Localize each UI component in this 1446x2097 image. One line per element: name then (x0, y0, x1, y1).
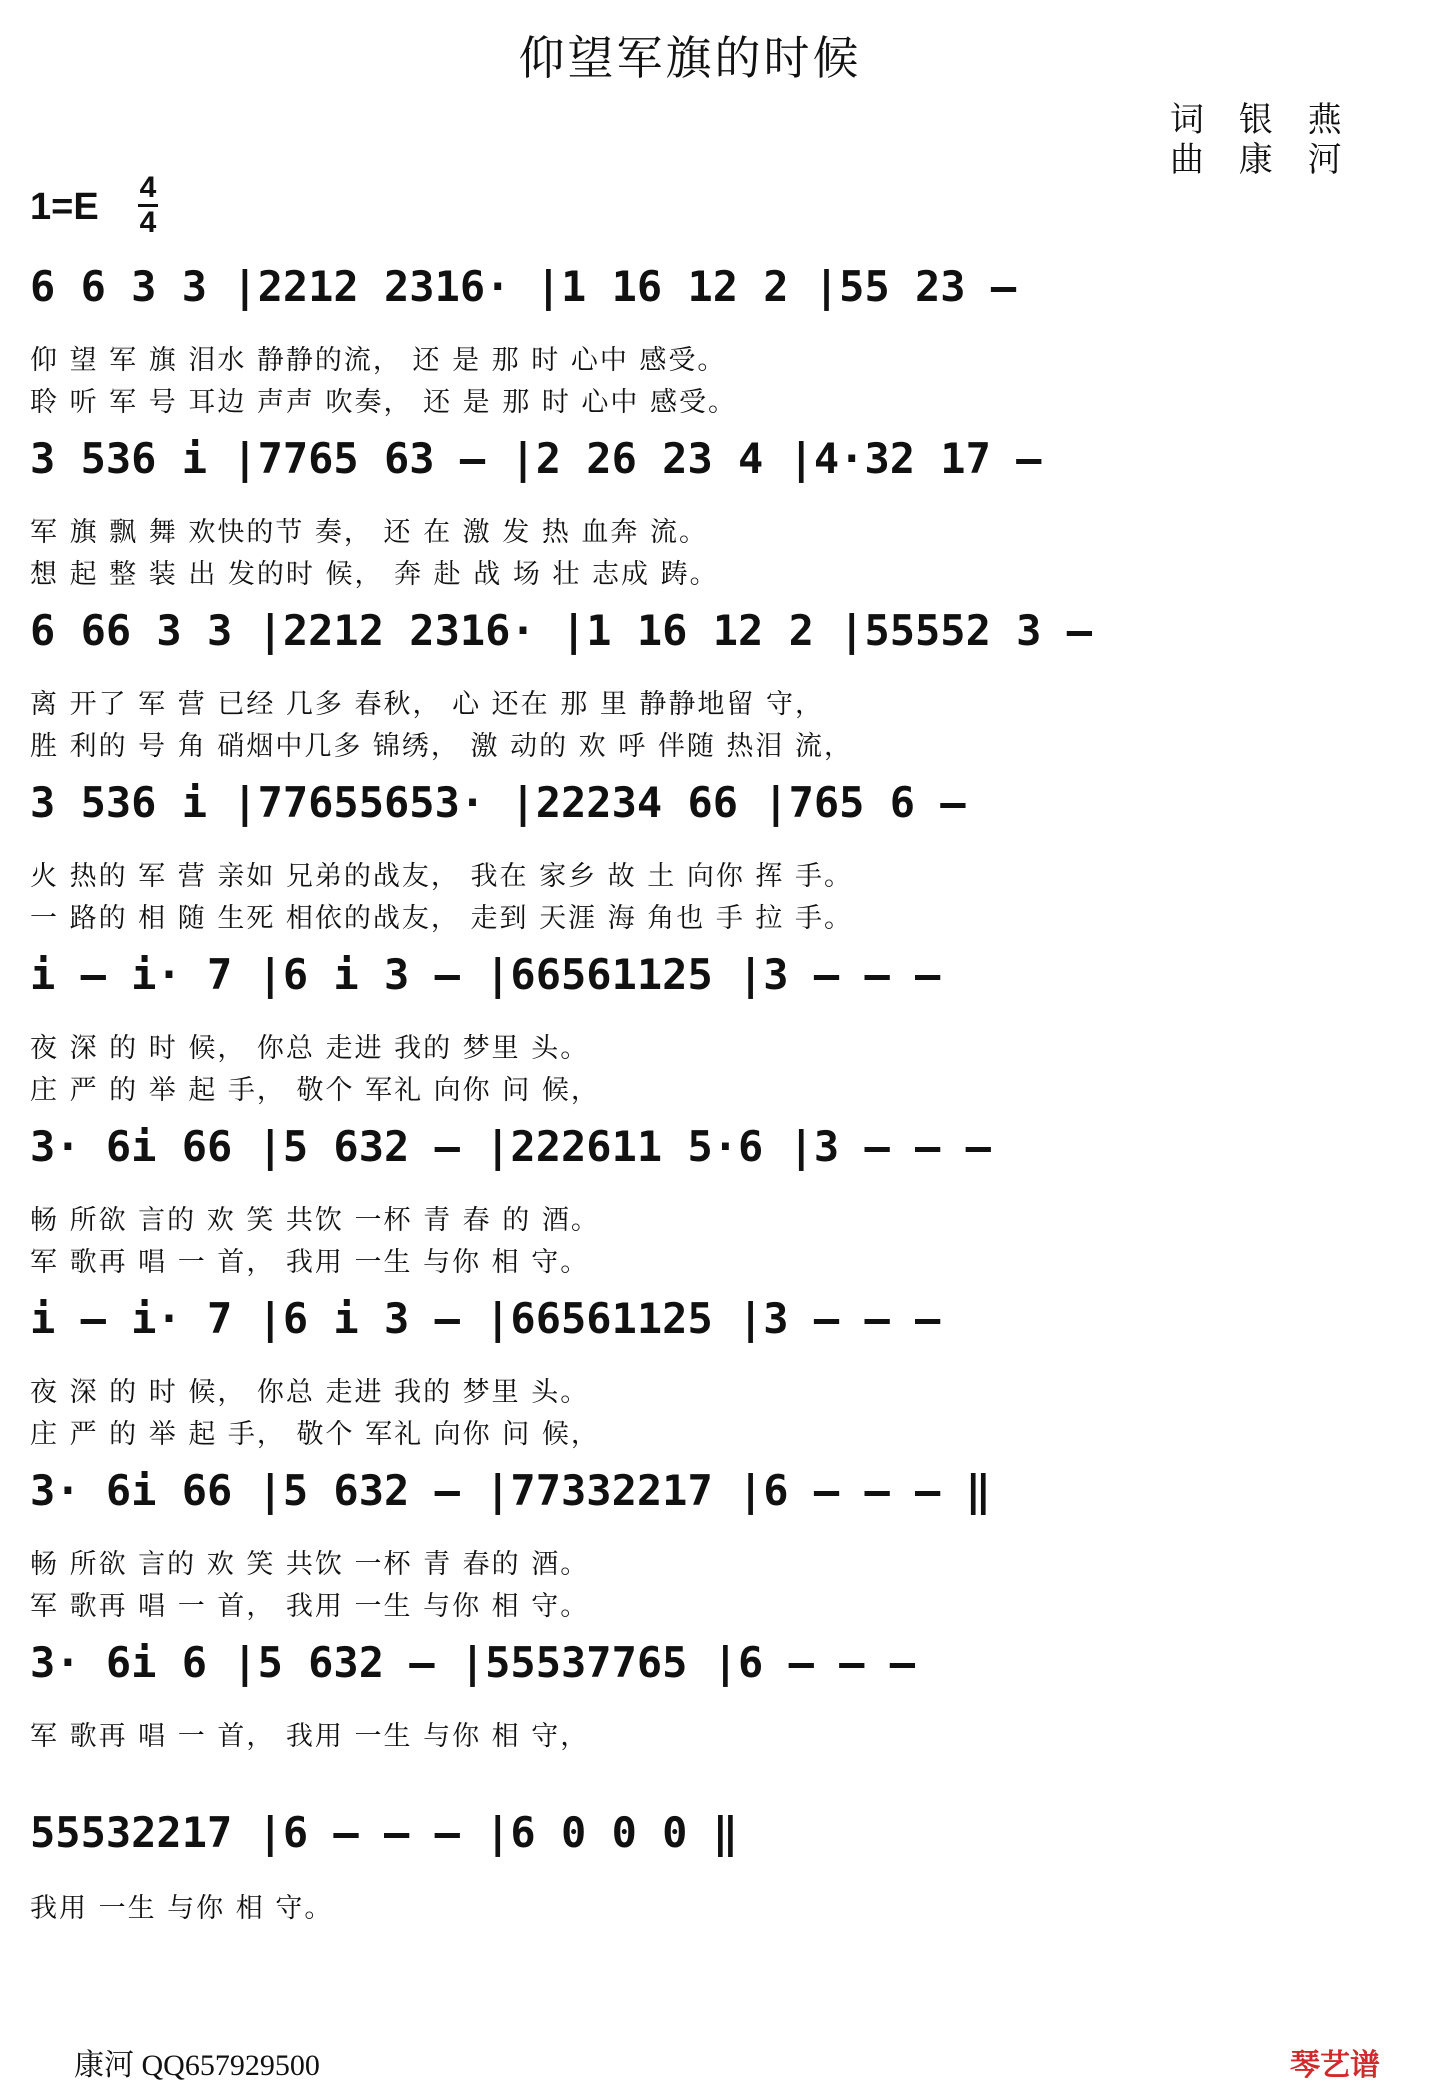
lyric-line: 聆 听 军 号 耳边 声声 吹奏， 还 是 那 时 心中 感受。 (30, 387, 737, 418)
lyric-line: 军 歌再 唱 一 首， 我用 一生 与你 相 守， (30, 1721, 590, 1752)
key-signature: 1=E (30, 186, 99, 228)
notation-line: 3 536 i |7765 63 – |2 26 23 4 |4·32 17 – (30, 434, 1042, 483)
lyric-line: 夜 深 的 时 候， 你总 走进 我的 梦里 头。 (30, 1033, 590, 1064)
notation-line: 55532217 |6 – – – |6 0 0 0 ‖ (30, 1808, 739, 1857)
notation-line: 3· 6i 66 |5 632 – |222611 5·6 |3 – – – (30, 1122, 991, 1171)
lyric-line: 庄 严 的 举 起 手， 敬个 军礼 向你 问 候， (30, 1419, 600, 1450)
lyric-line: 想 起 整 装 出 发的时 候， 奔 赴 战 场 壮 志成 踌。 (30, 559, 719, 590)
lyric-line: 胜 利的 号 角 硝烟中几多 锦绣， 激 动的 欢 呼 伴随 热泪 流， (30, 731, 853, 762)
lyric-line: 庄 严 的 举 起 手， 敬个 军礼 向你 问 候， (30, 1075, 600, 1106)
notation-line: 3· 6i 6 |5 632 – |55537765 |6 – – – (30, 1638, 916, 1687)
lyric-line: 夜 深 的 时 候， 你总 走进 我的 梦里 头。 (30, 1377, 590, 1408)
time-signature-top: 4 (139, 171, 157, 204)
lyric-line: 军 旗 飘 舞 欢快的节 奏， 还 在 激 发 热 血奔 流。 (30, 517, 708, 548)
notation-line: 6 66 3 3 |2212 2316· |1 16 12 2 |55552 3 – (30, 606, 1093, 655)
lyric-line: 畅 所欲 言的 欢 笑 共饮 一杯 青 春 的 酒。 (30, 1205, 600, 1236)
lyric-line: 军 歌再 唱 一 首， 我用 一生 与你 相 守。 (30, 1591, 590, 1622)
lyric-line: 仰 望 军 旗 泪水 静静的流， 还 是 那 时 心中 感受。 (30, 345, 727, 376)
lyric-line: 一 路的 相 随 生死 相依的战友， 走到 天涯 海 角也 手 拉 手。 (30, 903, 853, 934)
lyricist-credit: 词 银 燕 (1170, 100, 1354, 140)
composer-credit: 曲 康 河 (1170, 140, 1354, 180)
brand-logo: 琴艺谱 (1290, 2048, 1380, 2083)
notation-line: 3 536 i |77655653· |22234 66 |765 6 – (30, 778, 966, 827)
notation-line: i – i· 7 |6 i 3 – |66561125 |3 – – – (30, 950, 941, 999)
page-title: 仰望军旗的时候 (518, 31, 862, 85)
notation-line: i – i· 7 |6 i 3 – |66561125 |3 – – – (30, 1294, 941, 1343)
lyric-line: 火 热的 军 营 亲如 兄弟的战友， 我在 家乡 故 土 向你 挥 手。 (30, 861, 853, 892)
lyric-line: 军 歌再 唱 一 首， 我用 一生 与你 相 守。 (30, 1247, 590, 1278)
time-signature-bottom: 4 (139, 206, 157, 239)
footer-author: 康河 QQ657929500 (74, 2049, 320, 2082)
time-signature (136, 172, 160, 239)
lyric-line: 我用 一生 与你 相 守。 (30, 1893, 334, 1924)
lyric-line: 畅 所欲 言的 欢 笑 共饮 一杯 青 春的 酒。 (30, 1549, 590, 1580)
lyric-line: 离 开了 军 营 已经 几多 春秋， 心 还在 那 里 静静地留 守， (30, 689, 824, 720)
notation-line: 3· 6i 66 |5 632 – |77332217 |6 – – – ‖ (30, 1466, 991, 1515)
notation-line: 6 6 3 3 |2212 2316· |1 16 12 2 |55 23 – (30, 262, 1017, 311)
